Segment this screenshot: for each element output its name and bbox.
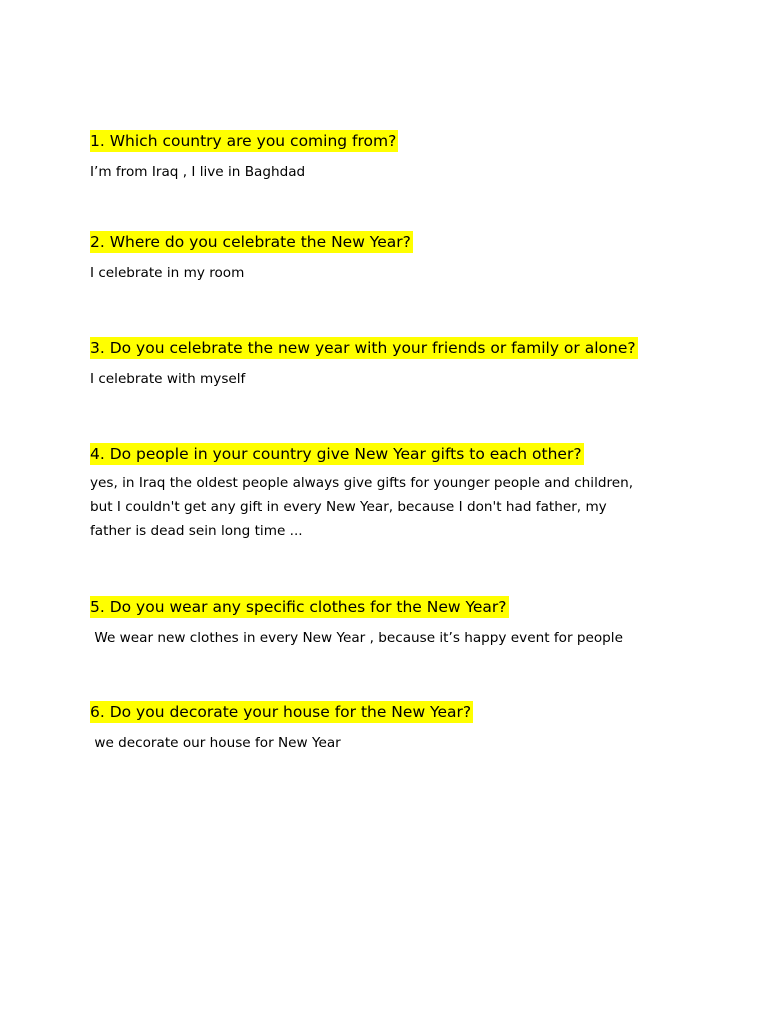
answer-3: I celebrate with myself xyxy=(90,371,246,387)
question-4: 4. Do people in your country give New Year gifts to each other? xyxy=(90,445,582,463)
qa-item-5 xyxy=(90,596,730,650)
answer-2: I celebrate in my room xyxy=(90,265,245,281)
question-5: 5. Do you wear any specific clothes for the New Year? xyxy=(90,598,507,616)
question-3: 3. Do you celebrate the new year with your friends or family or alone? xyxy=(90,339,636,357)
answer-4-line-3: father is dead sein long time ... xyxy=(90,523,303,539)
question-1: 1. Which country are you coming from? xyxy=(90,132,397,150)
answer-5: We wear new clothes in every New Year , because it’s happy event for people xyxy=(90,630,623,646)
question-6: 6. Do you decorate your house for the New Year? xyxy=(90,703,472,721)
answer-4-line-2: but I couldn't get any gift in every New Year, because I don't had father, my xyxy=(90,499,607,515)
qa-item-1 xyxy=(90,130,730,184)
answer-6: we decorate our house for New Year xyxy=(90,735,341,751)
question-2: 2. Where do you celebrate the New Year? xyxy=(90,233,411,251)
qa-item-3 xyxy=(90,337,730,391)
answer-1: I’m from Iraq , I live in Baghdad xyxy=(90,164,306,180)
qa-item-4 xyxy=(90,443,730,543)
answer-4 xyxy=(90,471,730,543)
qa-item-6 xyxy=(90,701,730,755)
answer-4-line-1: yes, in Iraq the oldest people always give gifts for younger people and children, xyxy=(90,475,634,491)
qa-item-2 xyxy=(90,231,730,285)
